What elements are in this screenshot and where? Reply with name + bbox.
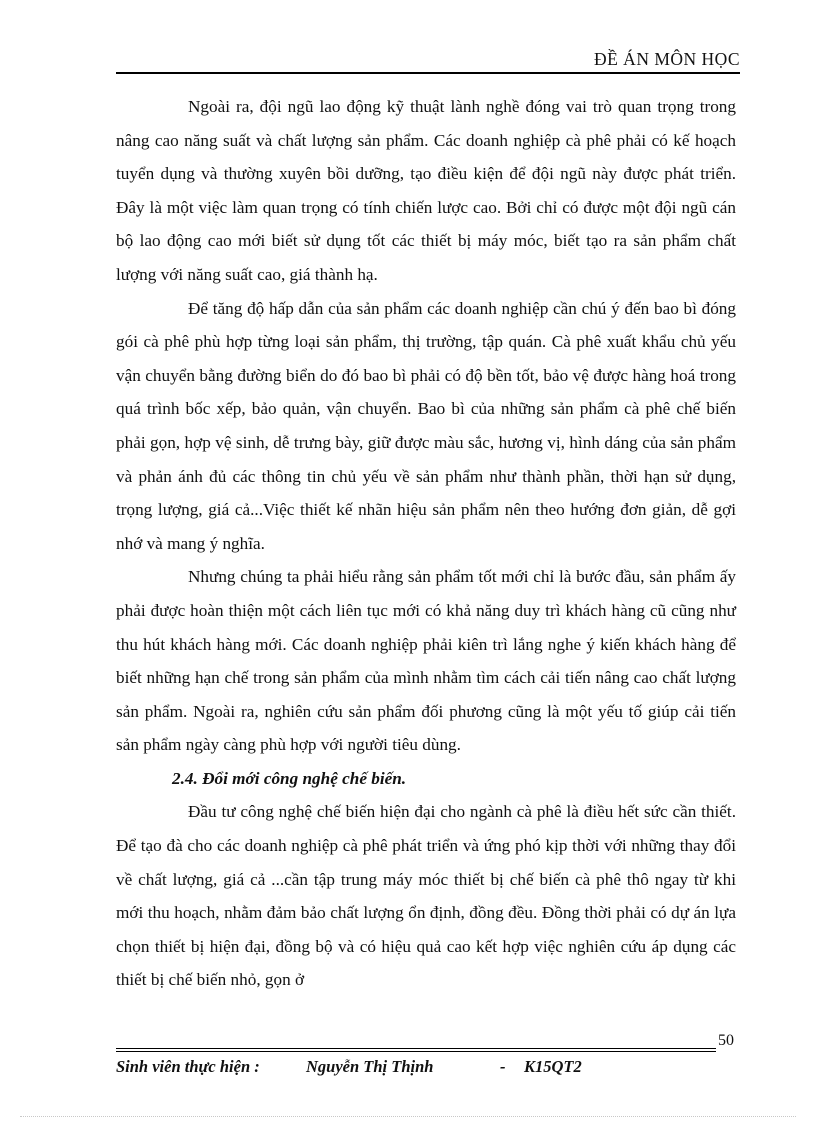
page-border [20, 1116, 796, 1117]
page-header [116, 46, 740, 72]
footer-rule-bottom [116, 1051, 716, 1052]
body-text [116, 90, 736, 997]
footer-class-code: K15QT2 [524, 1057, 582, 1076]
footer-student-name: Nguyễn Thị Thịnh [306, 1057, 434, 1076]
paragraph-packaging: Để tăng độ hấp dẫn của sản phẩm các doanh nghiệp cần chú ý đến bao bì đóng gói cà phê phù hợp từng loại sản phẩm, thị trường, tập quán. Cà phê xuất khẩu chủ yếu vận chuyển bằng đường biển do đó bao bì phải có độ bền tốt, bảo vệ được hàng hoá trong quá trình bốc xếp, bảo quản, vận chuyển. Bao bì của những sản phẩm cà phê chế biến phải gọn, hợp vệ sinh, dễ trưng bày, giữ được màu sắc, hương vị, hình dáng của sản phẩm và phản ánh đủ các thông tin chủ yếu về sản phẩm như thành phần, thời hạn sử dụng, trọng lượng, giá cả...Việc thiết kế nhãn hiệu sản phẩm nên theo hướng đơn giản, dễ gợi nhớ và mang ý nghĩa. [116, 298, 736, 553]
footer-label: Sinh viên thực hiện : [116, 1057, 260, 1076]
header-title: ĐỀ ÁN MÔN HỌC [593, 49, 740, 69]
paragraph-technology: Đầu tư công nghệ chế biến hiện đại cho ngành cà phê là điều hết sức cần thiết. Để tạo đà cho các doanh nghiệp cà phê phát triển và ứng phó kịp thời với những thay đổi về chất lượng, giá cả ...cần tập trung máy móc thiết bị chế biến cà phê thô ngay từ khi mới thu hoạch, nhằm đảm bảo chất lượng ổn định, đồng đều. Đồng thời phải có dự án lựa chọn thiết bị hiện đại, đồng bộ và có hiệu quả cao kết hợp việc nghiên cứu áp dụng các thiết bị chế biến nhỏ, gọn ở [116, 802, 736, 990]
footer-separator: - [500, 1057, 506, 1076]
page-number: 50 [718, 1032, 734, 1049]
paragraph-product-improvement: Nhưng chúng ta phải hiểu rằng sản phẩm tốt mới chỉ là bước đầu, sản phẩm ấy phải được hoàn thiện một cách liên tục mới có khả năng duy trì khách hàng cũ cũng như thu hút khách hàng mới. Các doanh nghiệp phải kiên trì lắng nghe ý kiến khách hàng để biết những hạn chế trong sản phẩm của mình nhằm tìm cách cải tiến nâng cao chất lượng sản phẩm. Ngoài ra, nghiên cứu sản phẩm đối phương cũng là một yếu tố giúp cải tiến sản phẩm ngày càng phù hợp với người tiêu dùng. [116, 567, 736, 755]
section-heading: 2.4. Đổi mới công nghệ chế biến. [172, 768, 407, 788]
header-rule [116, 72, 740, 74]
paragraph-workforce: Ngoài ra, đội ngũ lao động kỹ thuật lành nghề đóng vai trò quan trọng trong nâng cao năng suất và chất lượng sản phẩm. Các doanh nghiệp cà phê phải có kế hoạch tuyển dụng và thường xuyên bồi dưỡng, tạo điều kiện để đội ngũ này được phát triển. Đây là một việc làm quan trọng có tính chiến lược cao. Bởi chỉ có được một đội ngũ cán bộ lao động cao mới biết sử dụng tốt các thiết bị máy móc, biết tạo ra sản phẩm chất lượng với năng suất cao, giá thành hạ. [116, 97, 736, 284]
footer-rule-top [116, 1048, 716, 1049]
